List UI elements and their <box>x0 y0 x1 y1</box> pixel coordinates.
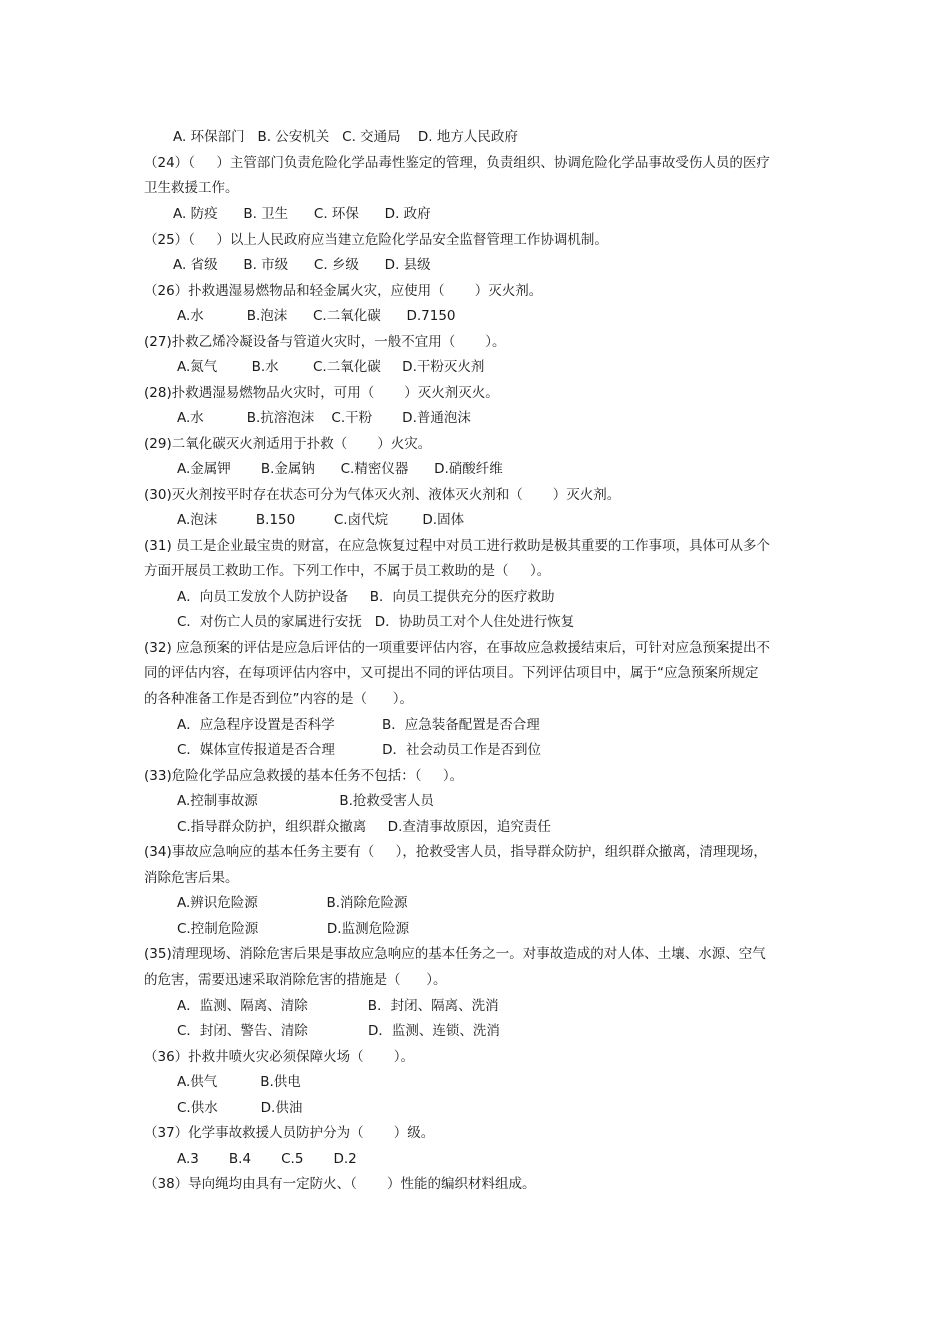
line-q25: （25）（ ）以上人民政府应当建立危险化学品安全监督管理工作协调机制。 <box>144 232 608 248</box>
line-q36: （36）扑救井喷火灾必须保障火场（ ）。 <box>144 1049 414 1065</box>
line-q31-2: 方面开展员工救助工作。下列工作中，不属于员工救助的是（ ）。 <box>144 563 551 579</box>
line-options-33-ab: A.控制事故源 B.抢救受害人员 <box>177 793 434 809</box>
line-options-24: A. 防疫 B. 卫生 C. 环保 D. 政府 <box>173 206 431 222</box>
line-q38: （38）导向绳均由具有一定防火、（ ）性能的编织材料组成。 <box>144 1176 536 1192</box>
line-q34-2: 消除危害后果。 <box>144 870 239 886</box>
line-q35-2: 的危害，需要迅速采取消除危害的措施是（ ）。 <box>144 972 447 988</box>
line-options-37: A.3 B.4 C.5 D.2 <box>177 1151 357 1167</box>
line-options-23: A. 环保部门 B. 公安机关 C. 交通局 D. 地方人民政府 <box>173 129 518 145</box>
line-options-31-cd: C．对伤亡人员的家属进行安抚 D．协助员工对个人住处进行恢复 <box>177 614 575 630</box>
line-q27: (27)扑救乙烯冷凝设备与管道火灾时，一般不宜用（ ）。 <box>144 334 506 350</box>
line-q24-1: （24）（ ）主管部门负责危险化学品毒性鉴定的管理，负责组织、协调危险化学品事故受伤人员的医疗 <box>144 155 770 171</box>
line-options-35-cd: C．封闭、警告、清除 D．监测、连锁、洗消 <box>177 1023 500 1039</box>
line-options-34-cd: C.控制危险源 D.监测危险源 <box>177 921 410 937</box>
line-options-35-ab: A．监测、隔离、清除 B．封闭、隔离、洗消 <box>177 998 499 1014</box>
line-q37: （37）化学事故救援人员防护分为（ ）级。 <box>144 1125 435 1141</box>
line-options-36-cd: C.供水 D.供油 <box>177 1100 303 1116</box>
line-options-26: A.水 B.泡沫 C.二氧化碳 D.7150 <box>177 308 456 324</box>
line-options-32-ab: A．应急程序设置是否科学 B．应急装备配置是否合理 <box>177 717 540 733</box>
line-q28: (28)扑救遇湿易燃物品火灾时，可用（ ）灭火剂灭火。 <box>144 385 499 401</box>
line-options-31-ab: A．向员工发放个人防护设备 B．向员工提供充分的医疗救助 <box>177 589 555 605</box>
line-q34-1: (34)事故应急响应的基本任务主要有（ ），抢救受害人员，指导群众防护，组织群众撤离，清理现场， <box>144 844 767 860</box>
line-options-28: A.水 B.抗溶泡沫 C.干粉 D.普通泡沫 <box>177 410 471 426</box>
line-q33: (33)危险化学品应急救援的基本任务不包括：（ ）。 <box>144 768 464 784</box>
line-q30: (30)灭火剂按平时存在状态可分为气体灭火剂、液体灭火剂和（ ）灭火剂。 <box>144 487 621 503</box>
line-q24-2: 卫生救援工作。 <box>144 180 239 196</box>
line-options-32-cd: C．媒体宣传报道是否合理 D．社会动员工作是否到位 <box>177 742 542 758</box>
line-q29: (29)二氧化碳灭火剂适用于扑救（ ）火灾。 <box>144 436 432 452</box>
line-options-36-ab: A.供气 B.供电 <box>177 1074 301 1090</box>
line-q32-1: (32) 应急预案的评估是应急后评估的一项重要评估内容，在事故应急救援结束后，可针对应急预案提出不 <box>144 640 771 656</box>
line-q32-3: 的各种准备工作是否到位”内容的是（ ）。 <box>144 691 413 707</box>
line-q31-1: (31) 员工是企业最宝贵的财富，在应急恢复过程中对员工进行救助是极其重要的工作事项，具体可从多个 <box>144 538 771 554</box>
line-q32-2: 同的评估内容，在每项评估内容中，又可提出不同的评估项目。下列评估项目中，属于“应急预案所规定 <box>144 665 759 681</box>
line-options-33-cd: C.指导群众防护，组织群众撤离 D.查清事故原因，追究责任 <box>177 819 551 835</box>
line-q26: （26）扑救遇湿易燃物品和轻金属火灾，应使用（ ）灭火剂。 <box>144 283 543 299</box>
line-options-34-ab: A.辨识危险源 B.消除危险源 <box>177 895 408 911</box>
line-options-30: A.泡沫 B.150 C.卤代烷 D.固体 <box>177 512 465 528</box>
line-q35-1: (35)清理现场、消除危害后果是事故应急响应的基本任务之一。对事故造成的对人体、土壤、水源、空气 <box>144 946 766 962</box>
line-options-27: A.氮气 B.水 C.二氧化碳 D.干粉灭火剂 <box>177 359 485 375</box>
line-options-29: A.金属钾 B.金属钠 C.精密仪器 D.硝酸纤维 <box>177 461 503 477</box>
line-options-25: A. 省级 B. 市级 C. 乡级 D. 县级 <box>173 257 431 273</box>
